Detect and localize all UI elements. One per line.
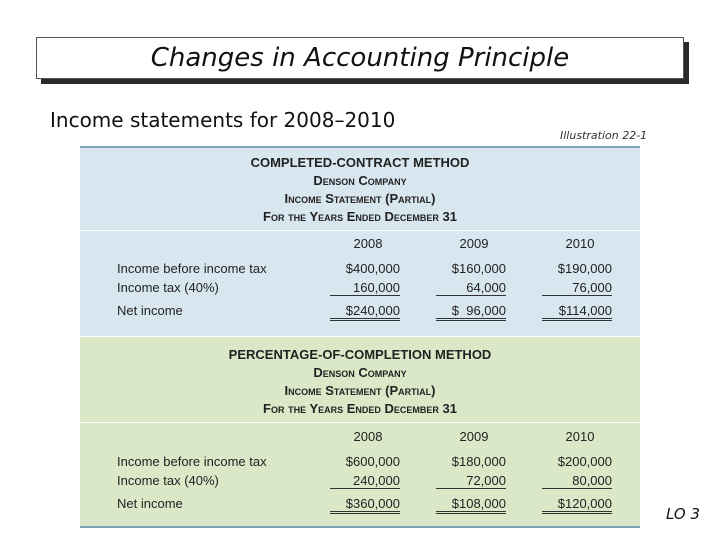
cell-value: 76,000 — [542, 280, 612, 296]
year-column-header: 2008 — [353, 236, 383, 251]
statement-period — [80, 400, 640, 418]
row-label: Net income — [117, 496, 183, 511]
statement-title — [80, 382, 640, 400]
row-label: Income tax (40%) — [117, 473, 219, 488]
company-name — [80, 172, 640, 190]
learning-objective-label: LO 3 — [666, 505, 701, 523]
cell-value: $600,000 — [345, 454, 400, 469]
company-name-text: Denson Company — [313, 365, 407, 380]
cell-value: 240,000 — [330, 473, 400, 489]
cell-value: 160,000 — [330, 280, 400, 296]
row-label: Income before income tax — [117, 261, 267, 276]
cell-value: $360,000 — [330, 496, 400, 514]
year-column-header: 2010 — [565, 429, 595, 444]
percentage-of-completion-panel — [80, 336, 640, 528]
year-column-header: 2008 — [353, 429, 383, 444]
cell-value: $ 96,000 — [436, 303, 506, 321]
illustration-label: Illustration 22-1 — [560, 129, 648, 142]
panel-mid-rule — [80, 422, 640, 423]
statement-period-text: For the Years Ended December 31 — [263, 401, 457, 416]
cell-value: 72,000 — [436, 473, 506, 489]
company-name — [80, 364, 640, 382]
panel-top-rule — [80, 336, 640, 337]
completed-contract-panel — [80, 146, 640, 336]
cell-value: $400,000 — [345, 261, 400, 276]
cell-value: $160,000 — [451, 261, 506, 276]
statement-period — [80, 208, 640, 226]
slide-title: Changes in Accounting Principle — [36, 37, 684, 79]
company-name-text: Denson Company — [313, 173, 407, 188]
slide-subtitle: Income statements for 2008–2010 — [50, 108, 396, 132]
cell-value: 64,000 — [436, 280, 506, 296]
panel-mid-rule — [80, 230, 640, 231]
statement-title-text: Income Statement (Partial) — [284, 191, 436, 206]
cell-value: $114,000 — [542, 303, 612, 321]
cell-value: $180,000 — [451, 454, 506, 469]
year-column-header: 2009 — [459, 429, 489, 444]
cell-value: $200,000 — [557, 454, 612, 469]
panel-top-rule — [80, 146, 640, 148]
method-heading: PERCENTAGE-OF-COMPLETION METHOD — [228, 347, 492, 362]
year-column-header: 2010 — [565, 236, 595, 251]
cell-value: $108,000 — [436, 496, 506, 514]
row-label: Income before income tax — [117, 454, 267, 469]
method-heading: COMPLETED-CONTRACT METHOD — [250, 155, 470, 170]
statement-period-text: For the Years Ended December 31 — [263, 209, 457, 224]
statement-title-text: Income Statement (Partial) — [284, 383, 436, 398]
cell-value: 80,000 — [542, 473, 612, 489]
cell-value: $190,000 — [557, 261, 612, 276]
year-column-header: 2009 — [459, 236, 489, 251]
row-label: Income tax (40%) — [117, 280, 219, 295]
panel-bottom-rule — [80, 526, 640, 528]
cell-value: $240,000 — [330, 303, 400, 321]
cell-value: $120,000 — [542, 496, 612, 514]
statement-title — [80, 190, 640, 208]
row-label: Net income — [117, 303, 183, 318]
